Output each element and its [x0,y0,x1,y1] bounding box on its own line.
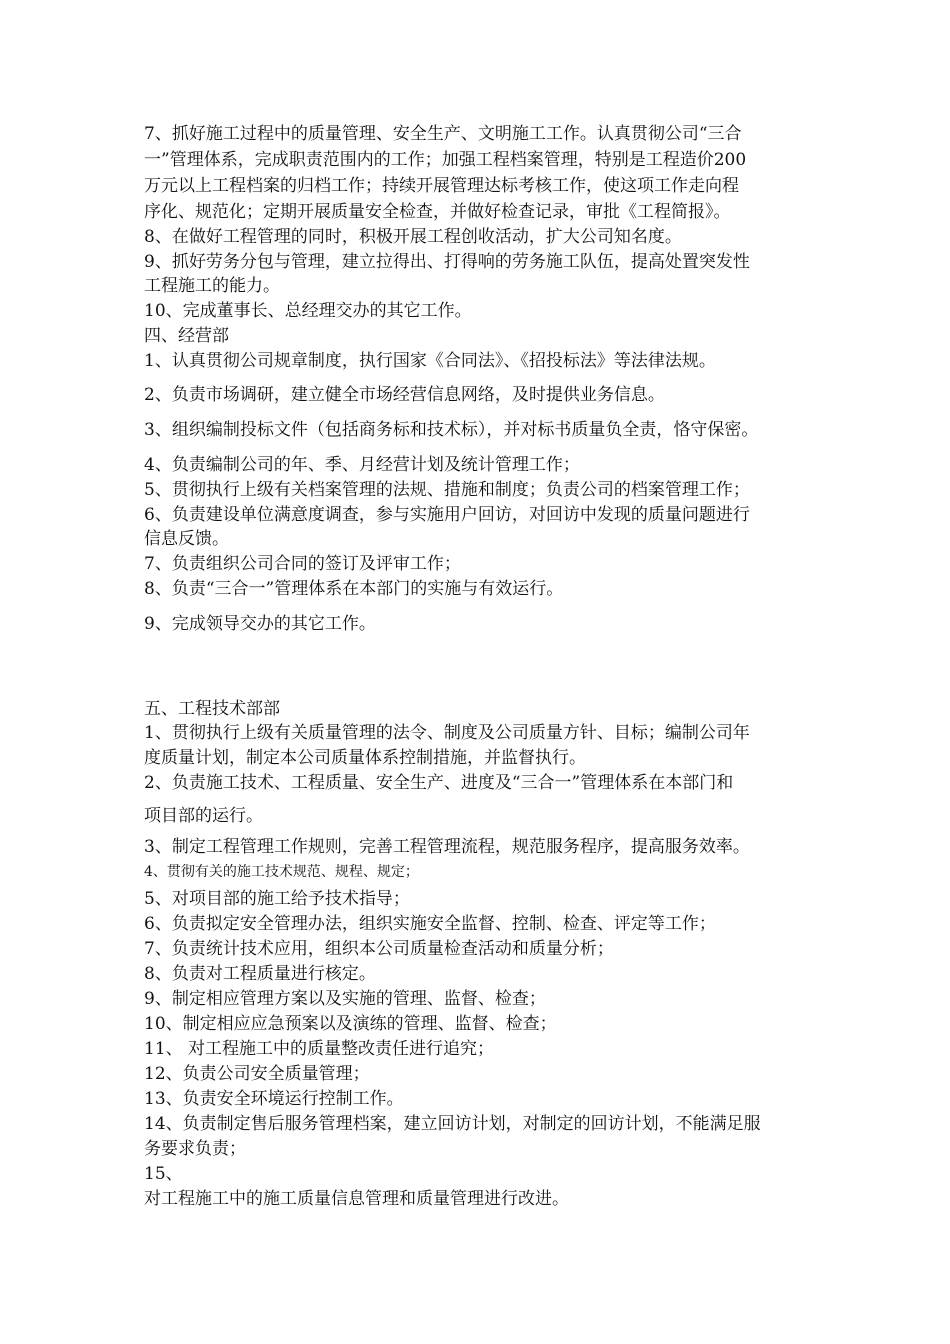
text-line: 2、负责施工技术、工程质量、安全生产、进度及“三合一”管理体系在本部门和 [144,773,734,793]
text-line: 4、贯彻有关的施工技术规范、规程、规定； [144,864,419,880]
text-line: 5、对项目部的施工给予技术指导； [144,889,410,909]
text-line: 对工程施工中的施工质量信息管理和质量管理进行改进。 [144,1189,569,1209]
text-line: 15、 [144,1164,183,1184]
text-line: 8、负责对工程质量进行核定。 [144,964,376,984]
section-heading: 五、工程技术部部 [144,699,280,719]
text-line: 万元以上工程档案的归档工作；持续开展管理达标考核工作，使这项工作走向程 [144,176,739,196]
text-line: 13、负责安全环境运行控制工作。 [144,1089,404,1109]
document-page [144,0,810,1344]
text-line: 5、贯彻执行上级有关档案管理的法规、措施和制度；负责公司的档案管理工作； [144,480,750,500]
text-line: 3、制定工程管理工作规则，完善工程管理流程，规范服务程序，提高服务效率。 [144,837,750,857]
text-line: 6、负责建设单位满意度调查，参与实施用户回访，对回访中发现的质量问题进行 [144,505,750,525]
text-line: 一”管理体系，完成职责范围内的工作；加强工程档案管理，特别是工程造价200 [144,150,747,170]
text-line: 1、认真贯彻公司规章制度，执行国家《合同法》、《招投标法》等法律法规。 [144,351,716,371]
text-line: 3、组织编制投标文件（包括商务标和技术标），并对标书质量负全责，恪守保密。 [144,420,759,440]
text-line: 9、完成领导交办的其它工作。 [144,614,376,634]
text-line: 7、负责统计技术应用，组织本公司质量检查活动和质量分析； [144,939,614,959]
text-line: 6、负责拟定安全管理办法，组织实施安全监督、控制、检查、评定等工作； [144,914,716,934]
text-line: 项目部的运行。 [144,806,263,826]
text-line: 2、负责市场调研，建立健全市场经营信息网络，及时提供业务信息。 [144,385,665,405]
text-line: 度质量计划，制定本公司质量体系控制措施，并监督执行。 [144,748,586,768]
section-heading: 四、经营部 [144,326,229,346]
text-line: 8、负责“三合一”管理体系在本部门的实施与有效运行。 [144,579,564,599]
text-line: 10、制定相应应急预案以及演练的管理、监督、检查； [144,1014,557,1034]
text-line: 1、贯彻执行上级有关质量管理的法令、制度及公司质量方针、目标；编制公司年 [144,723,750,743]
text-line: 7、抓好施工过程中的质量管理、安全生产、文明施工工作。认真贯彻公司“三合 [144,124,742,144]
text-line: 工程施工的能力。 [144,276,280,296]
text-line: 10、完成董事长、总经理交办的其它工作。 [144,301,472,321]
text-line: 14、负责制定售后服务管理档案，建立回访计划，对制定的回访计划，不能满足服 [144,1114,761,1134]
text-line: 信息反馈。 [144,529,229,549]
text-line: 8、在做好工程管理的同时，积极开展工程创收活动，扩大公司知名度。 [144,227,682,247]
text-line: 7、负责组织公司合同的签订及评审工作； [144,554,461,574]
text-line: 序化、规范化；定期开展质量安全检查，并做好检查记录，审批《工程简报》。 [144,202,731,222]
text-line: 12、负责公司安全质量管理； [144,1064,370,1084]
text-line: 务要求负责； [144,1139,246,1159]
text-line: 9、抓好劳务分包与管理，建立拉得出、打得响的劳务施工队伍，提高处置突发性 [144,252,750,272]
text-line: 4、负责编制公司的年、季、月经营计划及统计管理工作； [144,455,580,475]
text-line: 11、 对工程施工中的质量整改责任进行追究； [144,1039,495,1059]
text-line: 9、制定相应管理方案以及实施的管理、监督、检查； [144,989,546,1009]
